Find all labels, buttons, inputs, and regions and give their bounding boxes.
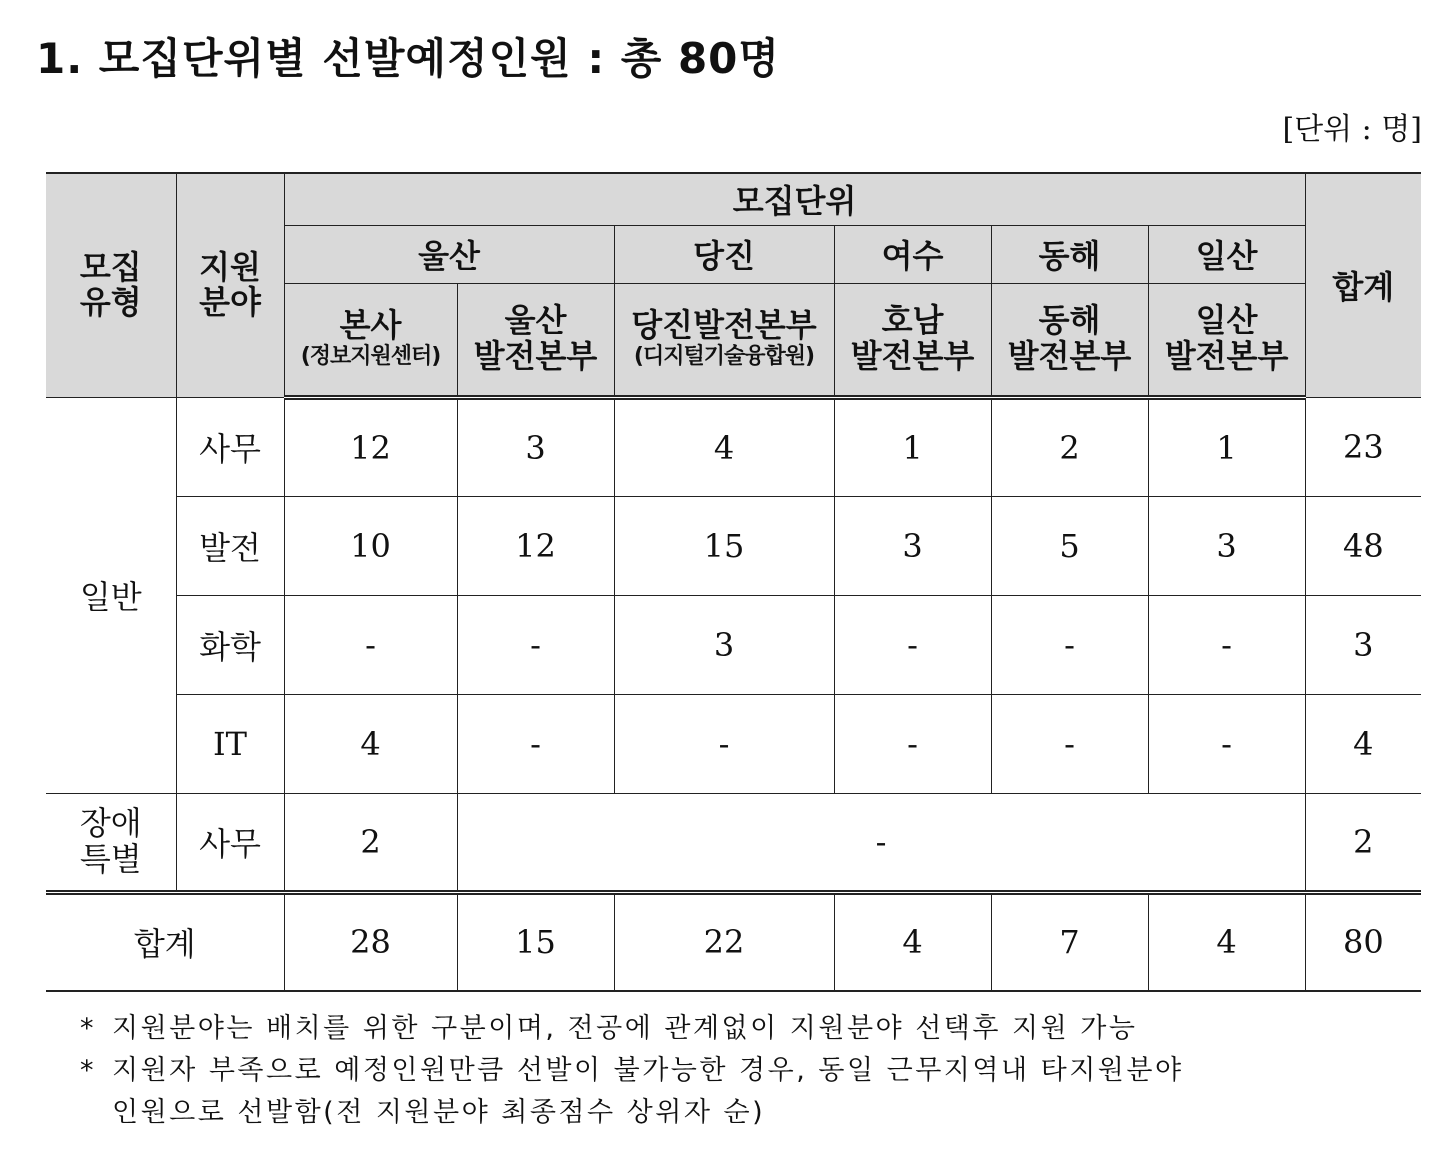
- value-cell: 1: [834, 397, 991, 496]
- asterisk-mark: *: [80, 1013, 96, 1044]
- row-total-cell: 4: [1305, 694, 1421, 793]
- row-total-cell: 48: [1305, 496, 1421, 595]
- value-cell: -: [614, 694, 834, 793]
- type-general: 일반: [46, 397, 176, 793]
- footnote-text: 지원자 부족으로 예정인원만큼 선발이 불가능한 경우, 동일 근무지역내 타지원분야: [112, 1055, 1184, 1086]
- header-total: 합계: [1305, 173, 1421, 397]
- merged-value-cell: -: [457, 793, 1305, 892]
- value-cell: 5: [991, 496, 1148, 595]
- row-total-cell: 23: [1305, 397, 1421, 496]
- value-cell: -: [834, 694, 991, 793]
- page-title: 1. 모집단위별 선발예정인원 : 총 80명: [36, 34, 780, 83]
- region-donghae: 동해: [991, 225, 1148, 283]
- value-cell: 3: [457, 397, 614, 496]
- footnotes: [80, 1008, 1400, 1134]
- footnote-text-continued: 인원으로 선발함(전 지원분야 최종점수 상위자 순): [112, 1097, 766, 1128]
- value-cell: -: [991, 694, 1148, 793]
- value-cell: -: [1148, 694, 1305, 793]
- region-ulsan: 울산: [284, 225, 614, 283]
- value-cell: -: [991, 595, 1148, 694]
- header-unit: 모집단위: [284, 173, 1305, 225]
- value-cell: -: [457, 694, 614, 793]
- region-yeosu: 여수: [834, 225, 991, 283]
- total-cell: 4: [1148, 892, 1305, 991]
- value-cell: 10: [284, 496, 457, 595]
- recruitment-table: [46, 172, 1421, 992]
- field-cell: 사무: [176, 793, 284, 892]
- type-disabled: 장애 특별: [46, 793, 176, 892]
- unit-ulsan: 울산 발전본부: [457, 283, 614, 397]
- value-cell: 4: [284, 694, 457, 793]
- total-cell: 15: [457, 892, 614, 991]
- value-cell: -: [457, 595, 614, 694]
- total-cell: 7: [991, 892, 1148, 991]
- value-cell: 15: [614, 496, 834, 595]
- field-cell: 화학: [176, 595, 284, 694]
- footnote: [80, 1050, 1400, 1134]
- value-cell: 3: [614, 595, 834, 694]
- asterisk-mark: *: [80, 1055, 96, 1086]
- unit-label: [단위 : 명]: [1282, 112, 1422, 147]
- field-cell: 발전: [176, 496, 284, 595]
- total-cell: 4: [834, 892, 991, 991]
- value-cell: 12: [284, 397, 457, 496]
- row-total-cell: 2: [1305, 793, 1421, 892]
- header-field: 지원 분야: [176, 173, 284, 397]
- value-cell: 4: [614, 397, 834, 496]
- value-cell: 12: [457, 496, 614, 595]
- total-label: 합계: [46, 892, 284, 991]
- total-cell: 22: [614, 892, 834, 991]
- unit-hq: 본사 (정보지원센터): [284, 283, 457, 397]
- value-cell: -: [284, 595, 457, 694]
- value-cell: -: [1148, 595, 1305, 694]
- value-cell: 2: [991, 397, 1148, 496]
- value-cell: -: [834, 595, 991, 694]
- value-cell: 1: [1148, 397, 1305, 496]
- unit-dangjin: 당진발전본부 (디지털기술융합원): [614, 283, 834, 397]
- field-cell: IT: [176, 694, 284, 793]
- unit-honam: 호남 발전본부: [834, 283, 991, 397]
- value-cell: 2: [284, 793, 457, 892]
- value-cell: 3: [1148, 496, 1305, 595]
- header-type: 모집 유형: [46, 173, 176, 397]
- grand-total-cell: 80: [1305, 892, 1421, 991]
- row-total-cell: 3: [1305, 595, 1421, 694]
- unit-donghae: 동해 발전본부: [991, 283, 1148, 397]
- total-cell: 28: [284, 892, 457, 991]
- field-cell: 사무: [176, 397, 284, 496]
- unit-ilsan: 일산 발전본부: [1148, 283, 1305, 397]
- footnote: [80, 1008, 1400, 1050]
- value-cell: 3: [834, 496, 991, 595]
- region-ilsan: 일산: [1148, 225, 1305, 283]
- footnote-text: 지원분야는 배치를 위한 구분이며, 전공에 관계없이 지원분야 선택후 지원 가능: [112, 1013, 1138, 1044]
- region-dangjin: 당진: [614, 225, 834, 283]
